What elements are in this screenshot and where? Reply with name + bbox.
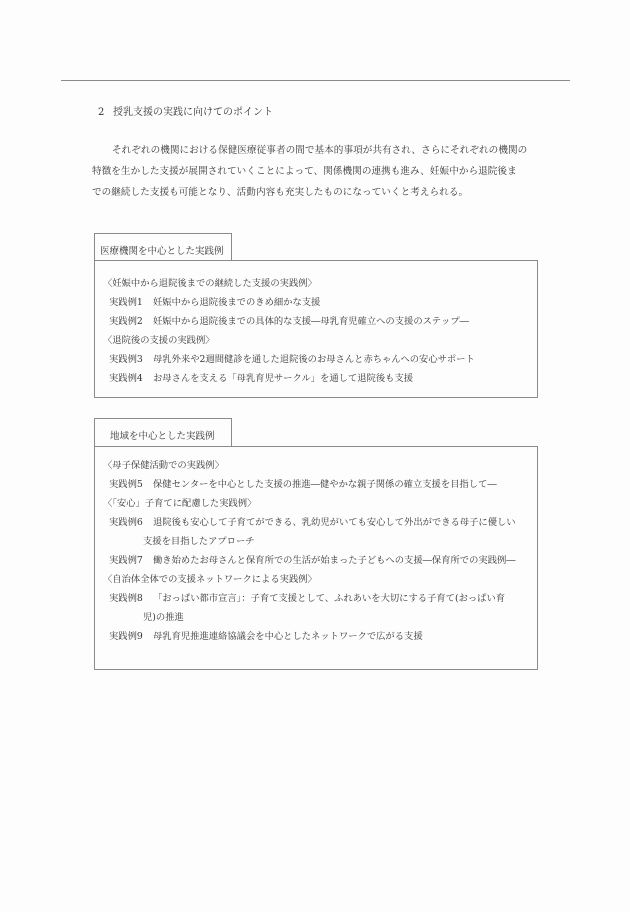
paragraph-line: 特徴を生かした支援が展開されていくことによって、関係機関の連携も進み、妊娠中から退院後ま bbox=[92, 166, 517, 177]
box2-heading: 〈母子保健活動での実践例〉 bbox=[103, 460, 224, 471]
box2-item-continuation: 支援を目指したアプローチ bbox=[143, 536, 255, 547]
box1-tab bbox=[94, 233, 232, 261]
box2-community-examples bbox=[94, 446, 538, 670]
box2-item-continuation: 児)の推進 bbox=[143, 612, 184, 623]
box1-tab-label: 医療機関を中心とした実践例 bbox=[100, 246, 224, 257]
box2-heading: 〈「安心」子育てに配慮した実践例〉 bbox=[103, 498, 257, 509]
box1-item: 実践例4 お母さんを支える「母乳育児サークル」を通して退院後も支援 bbox=[109, 373, 414, 384]
header-rule bbox=[61, 80, 570, 81]
paragraph-line: での継続した支援も可能となり、活動内容も充実したものになっていくと考えられる。 bbox=[92, 187, 469, 198]
paragraph-line: それぞれの機関における保健医療従事者の間で基本的事項が共有され、さらにそれぞれの機関の bbox=[112, 145, 528, 156]
box2-item: 実践例9 母乳育児推進連絡協議会を中心としたネットワークで広がる支援 bbox=[109, 631, 423, 642]
intro-paragraph bbox=[92, 140, 540, 203]
box1-item: 実践例1 妊娠中から退院後までのきめ細かな支援 bbox=[109, 297, 321, 308]
box2-item: 実践例6 退院後も安心して子育てができる、乳幼児がいても安心して外出ができる母子に優しい bbox=[109, 517, 516, 528]
section-title-text: 授乳支援の実践に向けてのポイント bbox=[113, 107, 273, 118]
box1-heading: 〈退院後の支援の実践例〉 bbox=[103, 335, 215, 346]
box1-medical-examples bbox=[94, 260, 538, 398]
box2-heading: 〈自治体全体での支援ネットワークによる実践例〉 bbox=[103, 574, 317, 585]
box1-item: 実践例2 妊娠中から退院後までの具体的な支援―母乳育児確立への支援のステップ― bbox=[109, 316, 469, 327]
box2-tab-label: 地域を中心とした実践例 bbox=[110, 431, 215, 442]
box2-item: 実践例7 働き始めたお母さんと保育所での生活が始まった子どもへの支援―保育所での実践例― bbox=[109, 555, 516, 566]
section-number: 2 bbox=[98, 107, 105, 118]
box2-item: 実践例8 「おっぱい都市宣言」：子育て支援として、ふれあいを大切にする子育て(おっぱい育 bbox=[109, 593, 506, 604]
box2-tab bbox=[94, 418, 232, 447]
section-title bbox=[98, 103, 273, 118]
box1-item: 実践例3 母乳外来や2週間健診を通した退院後のお母さんと赤ちゃんへの安心サポート bbox=[109, 354, 475, 365]
box2-item: 実践例5 保健センターを中心とした支援の推進―健やかな親子関係の確立支援を目指して― bbox=[109, 479, 497, 490]
box1-heading: 〈妊娠中から退院後までの継続した支援の実践例〉 bbox=[103, 278, 317, 289]
